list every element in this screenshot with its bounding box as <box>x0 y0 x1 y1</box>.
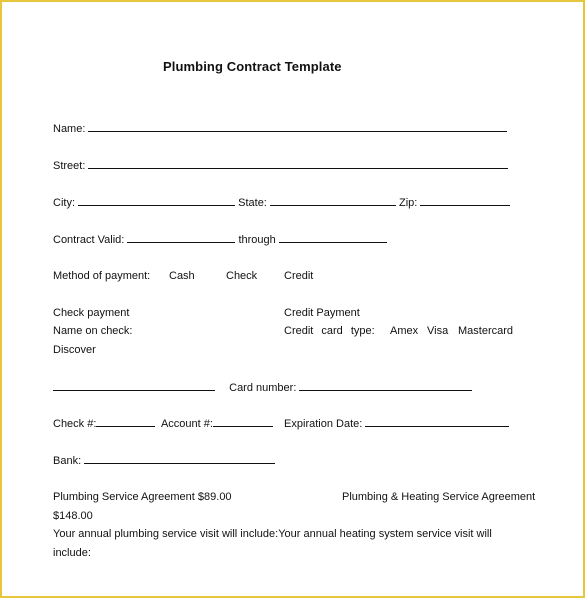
name-row <box>53 122 507 135</box>
mastercard-option[interactable]: Mastercard <box>458 325 514 337</box>
method-of-payment-label: Method of payment: <box>53 270 151 282</box>
bank-label: Bank: <box>53 455 82 467</box>
account-number-line[interactable] <box>213 417 273 427</box>
bank-row <box>53 454 275 467</box>
document-title: Plumbing Contract Template <box>163 59 342 74</box>
street-row <box>53 159 508 172</box>
zip-label: Zip: <box>399 197 418 209</box>
credit-payment-heading: Credit Payment <box>284 307 360 319</box>
contract-valid-row <box>53 233 387 246</box>
card-number-label: Card number: <box>229 382 297 394</box>
check-number-label: Check #: <box>53 418 97 430</box>
contract-valid-label: Contract Valid: <box>53 234 125 246</box>
state-field-line[interactable] <box>270 196 396 206</box>
check-account-expiration-row <box>53 417 509 430</box>
expiration-date-line[interactable] <box>365 417 509 427</box>
name-on-check-label: Name on check: <box>53 325 133 337</box>
check-name-line[interactable] <box>53 381 215 391</box>
price-148: $148.00 <box>53 510 93 522</box>
state-label: State: <box>238 197 267 209</box>
city-state-zip-row <box>53 196 510 209</box>
credit-option[interactable]: Credit <box>284 270 314 282</box>
zip-field-line[interactable] <box>420 196 510 206</box>
card-number-row <box>53 381 472 394</box>
account-number-label: Account #: <box>160 418 213 430</box>
annual-visit-line: Your annual plumbing service visit will include:Your annual heating system service visit will <box>53 528 492 540</box>
street-label: Street: <box>53 160 86 172</box>
city-label: City: <box>53 197 75 209</box>
check-option[interactable]: Check <box>226 270 258 282</box>
valid-from-line[interactable] <box>127 233 235 243</box>
cash-option[interactable]: Cash <box>169 270 195 282</box>
plumbing-heating-agreement: Plumbing & Heating Service Agreement <box>342 491 536 503</box>
street-field-line[interactable] <box>88 159 508 169</box>
valid-through-line[interactable] <box>279 233 387 243</box>
check-number-line[interactable] <box>96 417 155 427</box>
city-field-line[interactable] <box>78 196 235 206</box>
plumbing-service-agreement: Plumbing Service Agreement $89.00 <box>53 491 232 503</box>
visa-option[interactable]: Visa <box>427 325 449 337</box>
card-number-line[interactable] <box>299 381 472 391</box>
discover-option[interactable]: Discover <box>53 344 96 356</box>
bank-field-line[interactable] <box>84 454 275 464</box>
include-line: include: <box>53 547 91 559</box>
name-label: Name: <box>53 123 86 135</box>
expiration-date-label: Expiration Date: <box>284 418 363 430</box>
credit-card-type-label: Credit card type: <box>284 325 375 337</box>
through-label: through <box>238 234 276 246</box>
name-field-line[interactable] <box>88 122 507 132</box>
amex-option[interactable]: Amex <box>390 325 419 337</box>
check-payment-heading: Check payment <box>53 307 130 319</box>
